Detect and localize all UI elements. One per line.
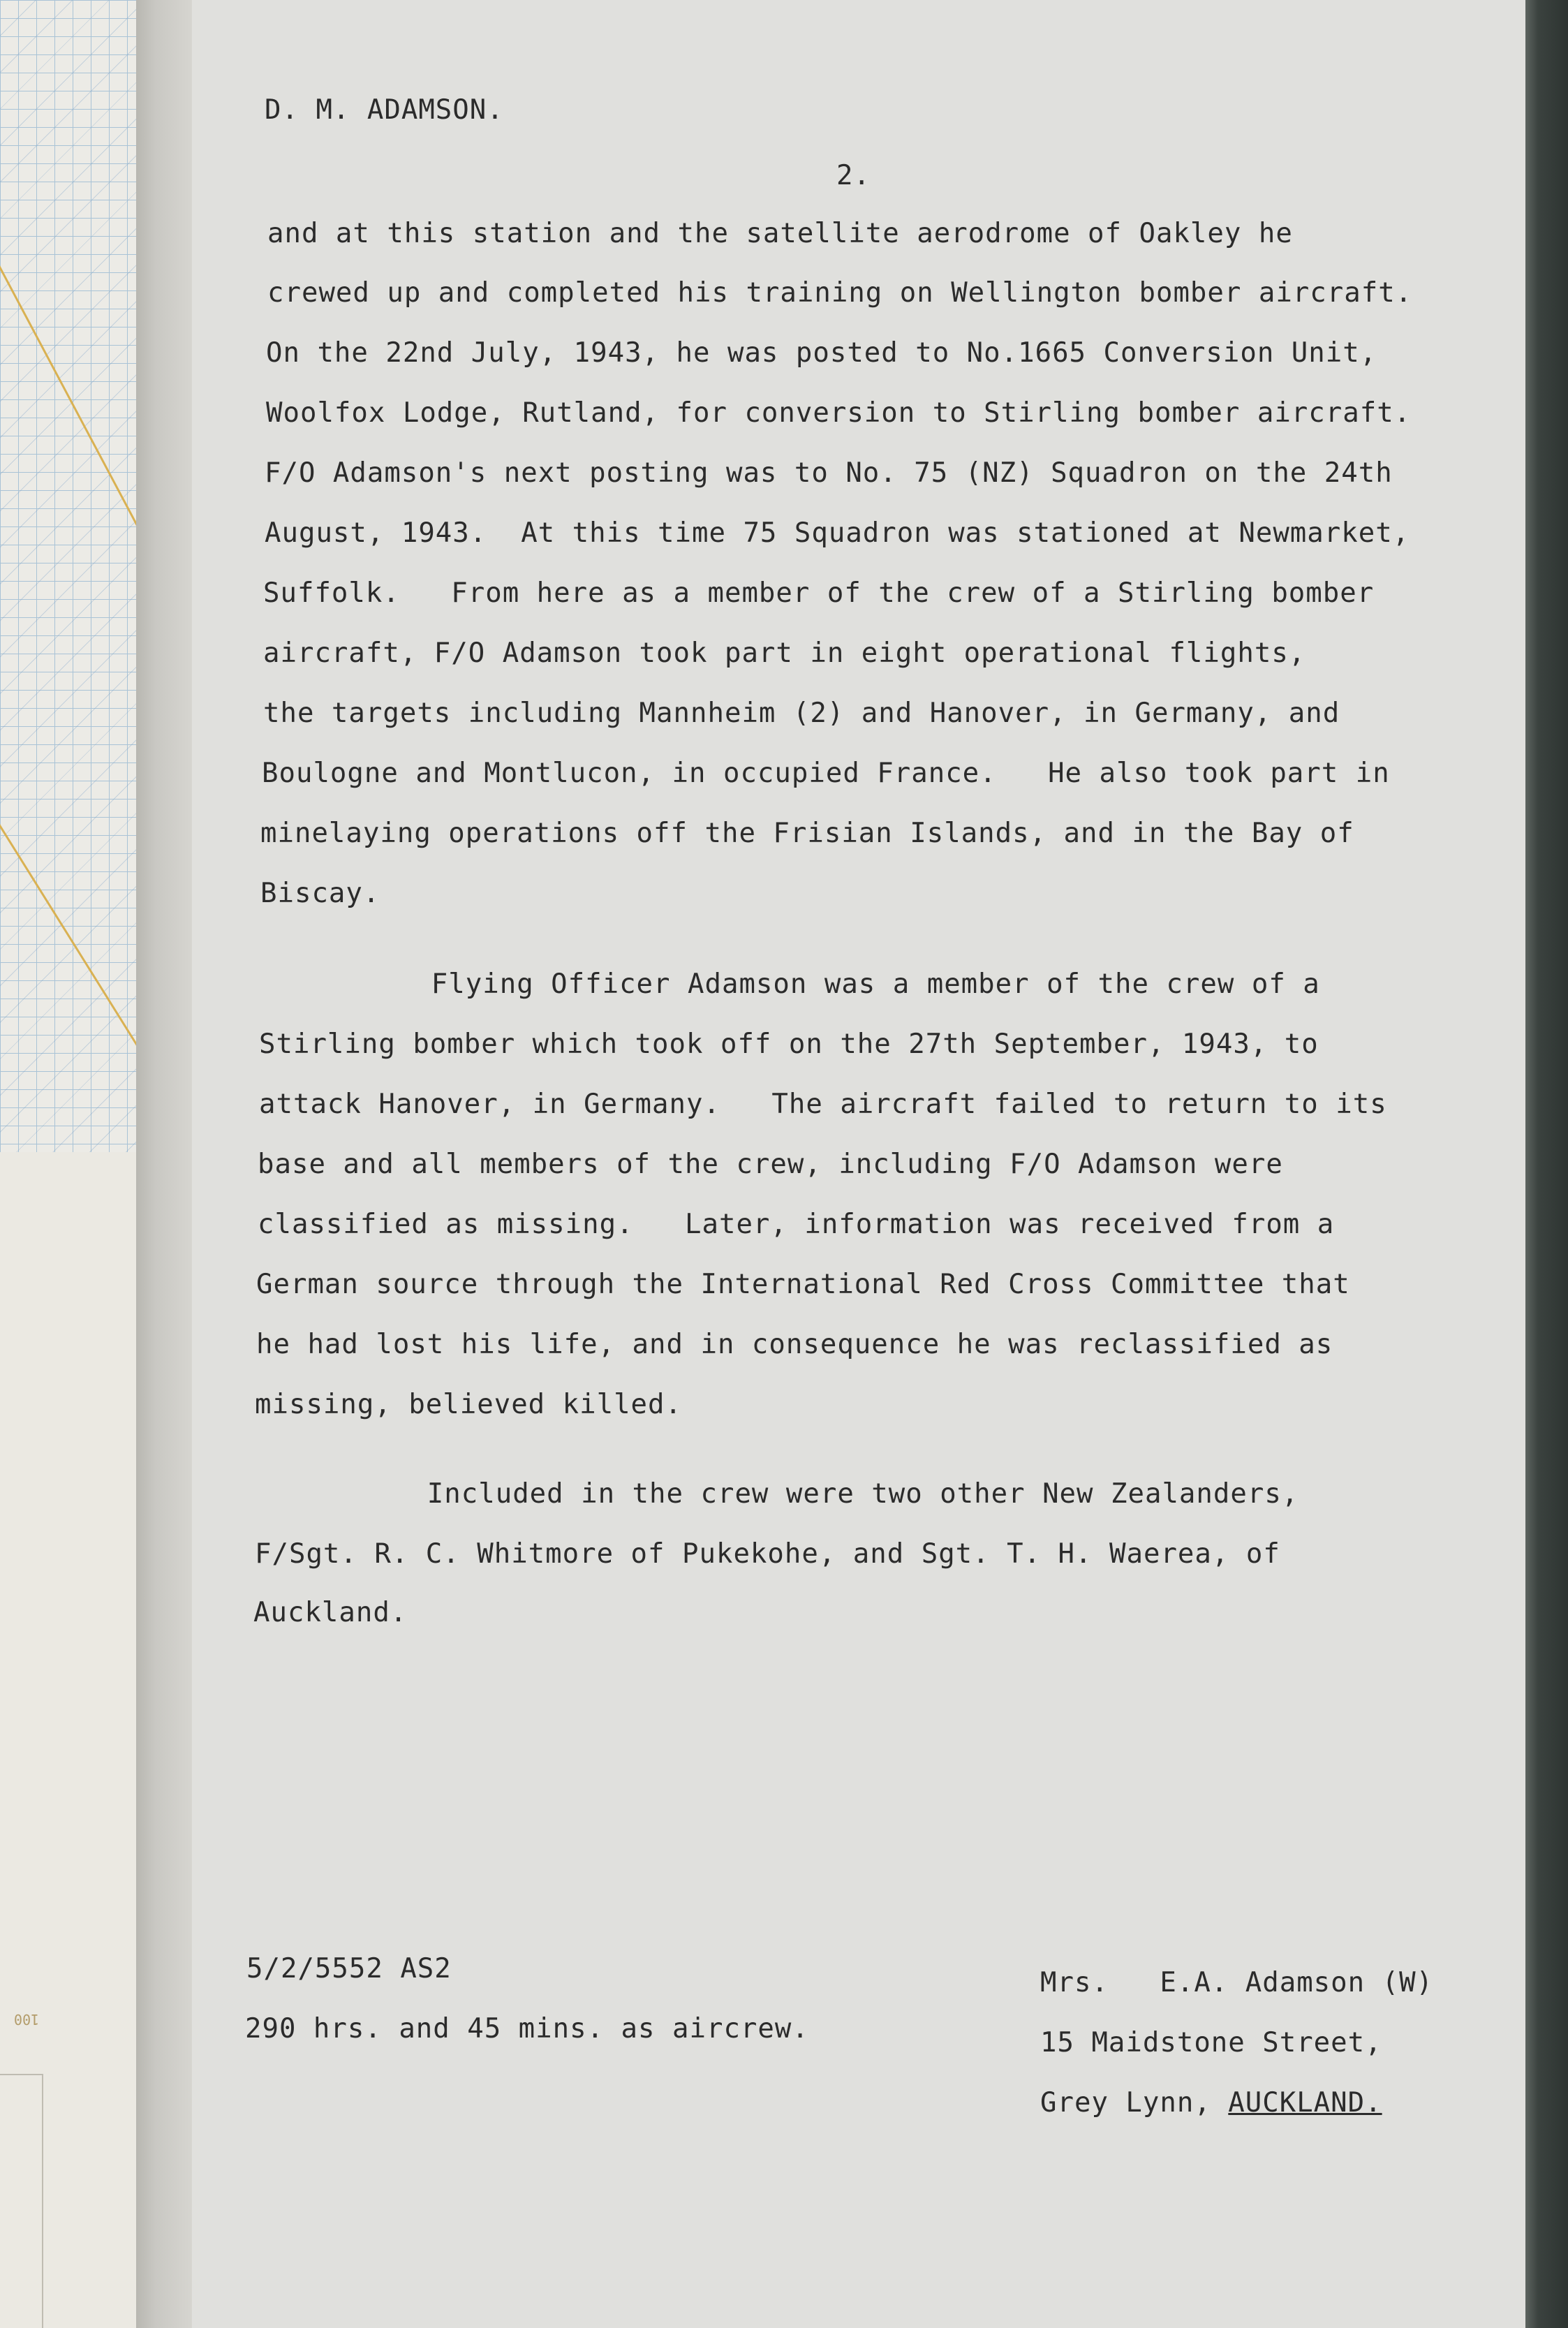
text-line: Boulogne and Montlucon, in occupied France. He also took part in (262, 758, 1390, 789)
header-name: D. M. ADAMSON. (265, 94, 504, 126)
address-city-line (1040, 2087, 1382, 2119)
text-line: minelaying operations off the Frisian Islands, and in the Bay of (260, 818, 1354, 849)
text-line: base and all members of the crew, including F/O Adamson were (258, 1149, 1283, 1180)
book-cover-edge (1525, 0, 1568, 2328)
text-line: missing, believed killed. (255, 1389, 682, 1420)
left-page-map (0, 0, 140, 2328)
map-label: 100 (14, 2011, 40, 2028)
text-line: Auckland. (253, 1597, 408, 1628)
text-line: Included in the crew were two other New Zealanders, (256, 1478, 1299, 1510)
book-gutter (136, 0, 192, 2328)
text-line: August, 1943. At this time 75 Squadron was stationed at Newmarket, (265, 517, 1410, 549)
file-reference: 5/2/5552 AS2 (246, 1953, 452, 1984)
address-city: AUCKLAND. (1228, 2087, 1382, 2119)
map-diagonal-grid (0, 0, 140, 1152)
text-line: Suffolk. From here as a member of the crew of a Stirling bomber (263, 577, 1375, 609)
text-line: he had lost his life, and in consequence he was reclassified as (256, 1329, 1333, 1360)
text-line: Flying Officer Adamson was a member of the crew of a (260, 968, 1320, 1000)
page-number: 2. (836, 160, 871, 191)
next-of-kin-name: Mrs. E.A. Adamson (W) (1040, 1967, 1434, 1998)
text-line: F/O Adamson's next posting was to No. 75 (NZ) Squadron on the 24th (265, 457, 1393, 489)
text-line: F/Sgt. R. C. Whitmore of Pukekohe, and Sgt. T. H. Waerea, of (255, 1538, 1280, 1570)
address-suburb: Grey Lynn, (1040, 2087, 1229, 2119)
text-line: Woolfox Lodge, Rutland, for conversion to Stirling bomber aircraft. (266, 397, 1412, 429)
address-street: 15 Maidstone Street, (1040, 2027, 1382, 2058)
document-page (192, 0, 1529, 2328)
aircrew-hours: 290 hrs. and 45 mins. as aircrew. (245, 2013, 809, 2045)
text-line: and at this station and the satellite aerodrome of Oakley he (267, 218, 1293, 249)
text-line: Biscay. (260, 878, 380, 909)
text-line: attack Hanover, in Germany. The aircraft failed to return to its (259, 1089, 1387, 1120)
text-line: Stirling bomber which took off on the 27th September, 1943, to (259, 1029, 1319, 1060)
text-line: German source through the International Red Cross Committee that (256, 1269, 1350, 1300)
text-line: aircraft, F/O Adamson took part in eight operational flights, (263, 638, 1306, 669)
text-line: crewed up and completed his training on Wellington bomber aircraft. (267, 277, 1413, 309)
map-border-box (0, 2074, 43, 2328)
text-line: classified as missing. Later, information was received from a (258, 1209, 1335, 1240)
text-line: the targets including Mannheim (2) and Hanover, in Germany, and (263, 698, 1340, 729)
text-line: On the 22nd July, 1943, he was posted to No.1665 Conversion Unit, (266, 337, 1377, 369)
